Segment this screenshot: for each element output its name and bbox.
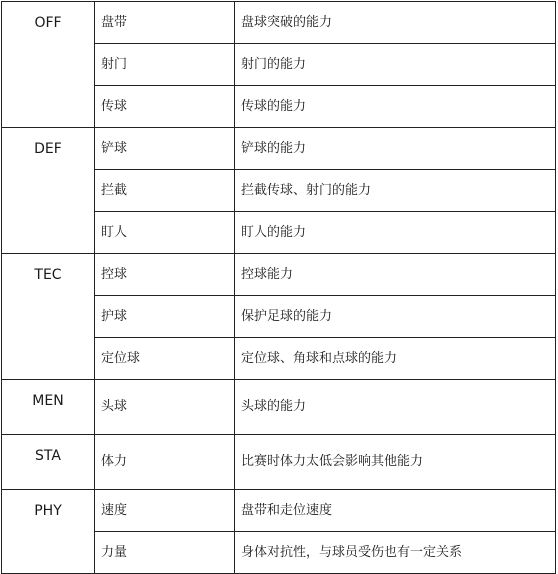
attribute-description: 比赛时体力太低会影响其他能力	[235, 435, 556, 490]
attribute-description: 身体对抗性，与球员受伤也有一定关系	[235, 532, 556, 574]
category-phy: PHY	[2, 490, 95, 574]
attribute-description: 拦截传球、射门的能力	[235, 170, 556, 212]
attribute-name: 头球	[95, 380, 235, 435]
category-men: MEN	[2, 380, 95, 435]
attribute-name: 传球	[95, 86, 235, 128]
attribute-name: 力量	[95, 532, 235, 574]
attribute-table	[1, 1, 556, 574]
attribute-name: 护球	[95, 296, 235, 338]
attribute-name: 射门	[95, 44, 235, 86]
category-off: OFF	[2, 2, 95, 128]
attribute-description: 盯人的能力	[235, 212, 556, 254]
attribute-name: 速度	[95, 490, 235, 532]
attribute-description: 定位球、角球和点球的能力	[235, 338, 556, 380]
attribute-description: 传球的能力	[235, 86, 556, 128]
category-def: DEF	[2, 128, 95, 254]
category-tec: TEC	[2, 254, 95, 380]
attribute-name: 控球	[95, 254, 235, 296]
table-row	[2, 254, 556, 296]
attribute-description: 盘球突破的能力	[235, 2, 556, 44]
table-row	[2, 490, 556, 532]
category-sta: STA	[2, 435, 95, 490]
attribute-name: 铲球	[95, 128, 235, 170]
attribute-description: 头球的能力	[235, 380, 556, 435]
attribute-description: 盘带和走位速度	[235, 490, 556, 532]
table-row	[2, 2, 556, 44]
attribute-name: 拦截	[95, 170, 235, 212]
attribute-name: 定位球	[95, 338, 235, 380]
attribute-name: 盘带	[95, 2, 235, 44]
attribute-description: 控球能力	[235, 254, 556, 296]
attribute-description: 射门的能力	[235, 44, 556, 86]
attribute-name: 盯人	[95, 212, 235, 254]
attribute-description: 保护足球的能力	[235, 296, 556, 338]
attribute-description: 铲球的能力	[235, 128, 556, 170]
attribute-name: 体力	[95, 435, 235, 490]
table-row	[2, 128, 556, 170]
table-row	[2, 435, 556, 490]
table-row	[2, 380, 556, 435]
